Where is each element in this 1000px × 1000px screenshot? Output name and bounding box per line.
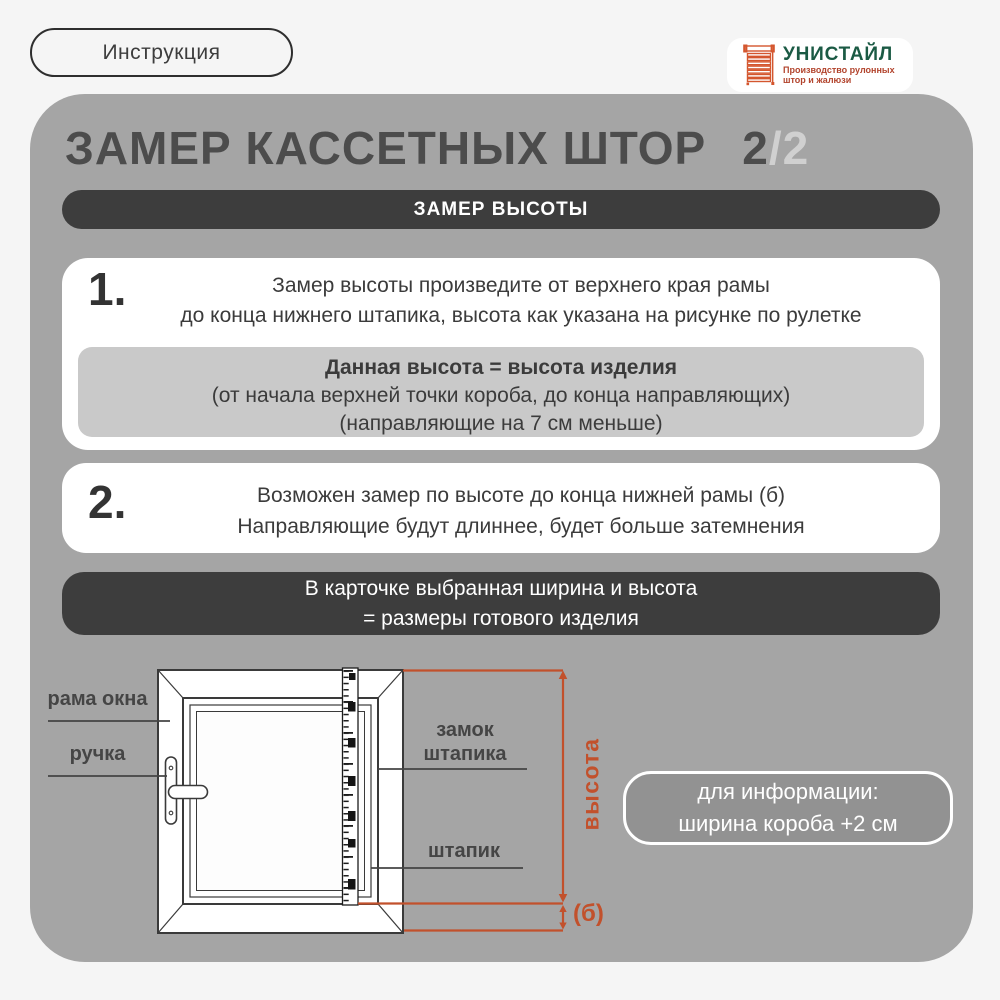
result-banner-line1: В карточке выбранная ширина и высота xyxy=(304,576,698,600)
section-header-bar xyxy=(62,190,940,229)
page-number-current: 2 xyxy=(742,122,769,174)
brand-name: УНИСТАЙЛ xyxy=(783,43,893,65)
page-number-total: /2 xyxy=(768,122,810,174)
step2-text xyxy=(122,480,920,542)
info-box-line1: для информации: xyxy=(697,779,879,804)
instruction-badge-label: Инструкция xyxy=(102,40,221,64)
step2-line1: Возможен замер по высоте до конца нижней рамы (б) xyxy=(256,484,785,507)
label-bead-lock-line1: замок xyxy=(436,719,494,741)
blinds-icon xyxy=(743,44,775,86)
step1-note-bold: Данная высота = высота изделия xyxy=(325,356,677,379)
page-title-text: ЗАМЕР КАССЕТНЫХ ШТОР xyxy=(65,122,707,174)
page-title xyxy=(65,121,809,175)
step2-number: 2. xyxy=(88,476,127,528)
label-bead-lock xyxy=(409,718,521,766)
step1-number: 1. xyxy=(88,263,127,315)
brand-subtitle-line1: Производство рулонных xyxy=(783,64,895,75)
step1-note-line3: (направляющие на 7 см меньше) xyxy=(339,412,663,435)
step2-line2: Направляющие будут длиннее, будет больше затемнения xyxy=(237,515,805,538)
label-bead: штапик xyxy=(428,840,500,862)
label-handle: ручка xyxy=(69,743,126,765)
label-b-mark: (б) xyxy=(573,900,604,927)
step1-text xyxy=(122,271,920,331)
step1-line1: Замер высоты произведите от верхнего края рамы xyxy=(272,274,770,297)
result-banner-line2: = размеры готового изделия xyxy=(363,606,639,630)
step1-line2: до конца нижнего штапика, высота как указана на рисунке по рулетке xyxy=(180,304,862,327)
info-box xyxy=(623,771,953,845)
brand-text xyxy=(783,45,895,86)
step1-card xyxy=(62,258,940,450)
label-window-frame: рама окна xyxy=(47,688,148,710)
brand-subtitle-line2: штор и жалюзи xyxy=(783,75,852,85)
step1-note-line2: (от начала верхней точки короба, до конца направляющих) xyxy=(211,384,791,407)
section-header-label: ЗАМЕР ВЫСОТЫ xyxy=(413,198,589,220)
step1-note-box xyxy=(78,347,924,437)
info-box-line2: ширина короба +2 см xyxy=(678,811,898,836)
instruction-badge[interactable] xyxy=(30,28,293,77)
step2-card xyxy=(62,463,940,553)
label-height: высота xyxy=(577,737,604,831)
label-bead-lock-line2: штапика xyxy=(423,743,507,765)
result-banner xyxy=(62,572,940,635)
brand-logo xyxy=(727,38,913,92)
